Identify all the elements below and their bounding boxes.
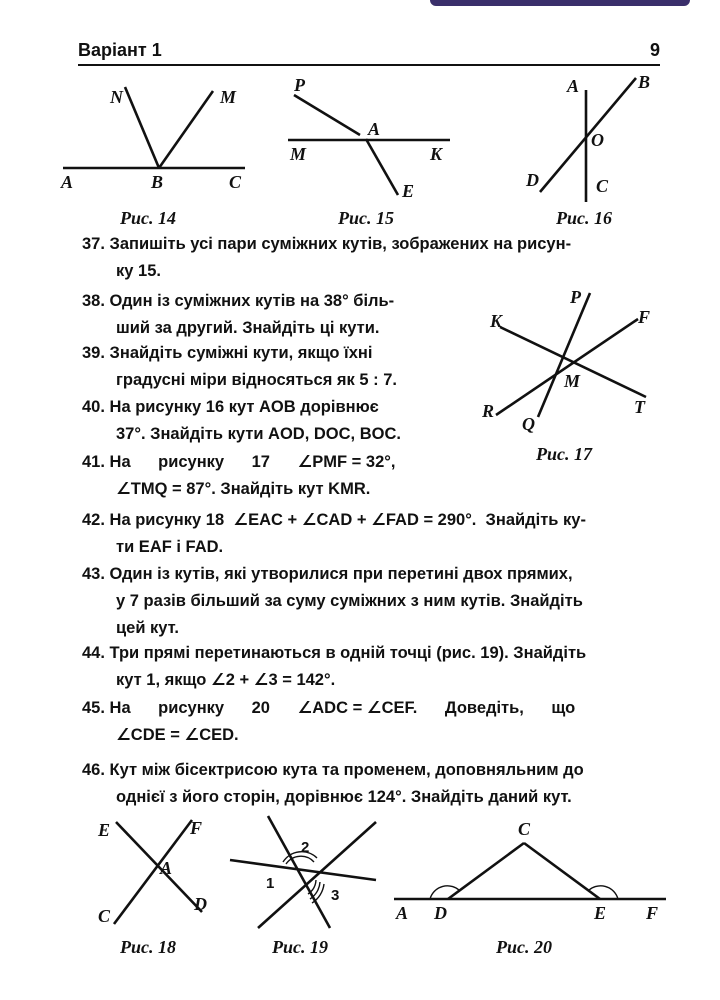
- problem-44-line-2: кут 1, якщо ∠2 + ∠3 = 142°.: [116, 671, 336, 689]
- problem-46-line-1: Кут між бісектрисою кута та променем, доповняльним до: [109, 761, 584, 779]
- fig17-label-Q: Q: [522, 414, 535, 434]
- fig20-label-E: E: [594, 903, 607, 923]
- problem-42-line-2: ти EAF і FAD.: [116, 538, 224, 556]
- problem-39-number: 39.: [82, 344, 105, 362]
- problem-37-line-1: Запишіть усі пари суміжних кутів, зображених на рисун-: [109, 235, 572, 253]
- figure-14-caption: Рис. 14: [120, 208, 176, 228]
- problem-38-line-2: ший за другий. Знайдіть ці кути.: [116, 319, 380, 337]
- problem-42: [82, 507, 672, 561]
- figure-14: [55, 75, 255, 195]
- fig14-label-A: A: [61, 172, 74, 192]
- fig16-label-A: A: [567, 76, 580, 96]
- fig17-label-M: M: [564, 371, 581, 391]
- problem-46-number: 46.: [82, 761, 105, 779]
- problem-41-line-1: На рисунку 17 ∠PMF = 32°,: [109, 453, 396, 471]
- problem-38: [82, 288, 482, 342]
- fig17-label-P: P: [570, 287, 581, 307]
- fig17-label-R: R: [482, 401, 495, 421]
- fig18-label-E: E: [98, 820, 111, 840]
- fig20-label-C: C: [518, 819, 531, 839]
- geometry-line: [114, 820, 192, 924]
- geometry-line: [294, 95, 360, 135]
- fig15-label-K: K: [430, 144, 443, 164]
- problem-41-number: 41.: [82, 453, 105, 471]
- problem-46-line-2: однієї з його сторін, дорівнює 124°. Знайдіть даний кут.: [116, 788, 572, 806]
- geometry-line: [258, 822, 376, 928]
- figure-18-caption: Рис. 18: [120, 937, 176, 957]
- problem-45-number: 45.: [82, 699, 105, 717]
- problem-40: [82, 394, 482, 448]
- figure-15: [282, 75, 457, 200]
- fig15-label-E: E: [402, 181, 415, 200]
- figure-17: [478, 285, 668, 435]
- fig18-label-D: D: [194, 894, 207, 914]
- figure-20-caption: Рис. 20: [496, 937, 552, 957]
- problem-46: [82, 757, 672, 811]
- problem-39-line-2: градусні міри відносяться як 5 : 7.: [116, 371, 397, 389]
- figure-17-caption: Рис. 17: [536, 444, 592, 464]
- fig14-label-M: M: [220, 87, 237, 107]
- problem-37-number: 37.: [82, 235, 105, 253]
- problem-42-number: 42.: [82, 511, 105, 529]
- problem-41-line-2: ∠TMQ = 87°. Знайдіть кут KMR.: [116, 480, 371, 498]
- problem-39: [82, 340, 482, 394]
- fig20-label-F: F: [646, 903, 659, 923]
- problem-38-line-1: Один із суміжних кутів на 38° біль-: [109, 292, 395, 310]
- variant-title: Варіант 1: [78, 40, 162, 60]
- fig15-label-A: A: [368, 119, 381, 139]
- problem-45: [82, 695, 672, 749]
- fig16-label-D: D: [526, 170, 539, 190]
- fig17-label-K: K: [490, 311, 503, 331]
- figure-20: [390, 815, 675, 925]
- fig17-label-F: F: [638, 307, 651, 327]
- problem-41: [82, 449, 482, 503]
- problem-40-number: 40.: [82, 398, 105, 416]
- fig18-label-A: A: [160, 858, 173, 878]
- fig15-label-P: P: [294, 75, 305, 95]
- problem-43-line-2: у 7 разів більший за суму суміжних з ним кутів. Знайдіть: [116, 592, 583, 610]
- geometry-line: [538, 293, 590, 417]
- problem-39-line-1: Знайдіть суміжні кути, якщо їхні: [109, 344, 373, 362]
- geometry-line: [159, 91, 213, 168]
- problem-42-line-1: На рисунку 18 ∠EAC + ∠CAD + ∠FAD = 290°. Знайдіть ку-: [109, 511, 586, 529]
- problem-43: [82, 561, 672, 642]
- page-header: [78, 38, 660, 66]
- figure-16: [520, 70, 670, 205]
- fig16-label-B: B: [638, 72, 651, 92]
- page-top-edge: [0, 0, 720, 10]
- problem-43-line-1: Один із кутів, які утворилися при перетині двох прямих,: [109, 565, 573, 583]
- figure-19-caption: Рис. 19: [272, 937, 328, 957]
- fig16-label-O: O: [591, 130, 604, 150]
- page-number: 9: [649, 40, 660, 60]
- geometry-line: [125, 87, 159, 168]
- problem-43-number: 43.: [82, 565, 105, 583]
- fig19-label-3: 3: [331, 887, 340, 904]
- problem-37: [82, 231, 672, 285]
- fig18-label-C: C: [98, 906, 111, 926]
- figure-18: [92, 812, 222, 932]
- fig20-label-A: A: [396, 903, 409, 923]
- fig15-label-M: M: [290, 144, 307, 164]
- fig14-label-B: B: [151, 172, 164, 192]
- geometry-line: [366, 139, 398, 195]
- figure-19: [228, 810, 383, 935]
- fig17-label-T: T: [634, 397, 645, 417]
- problem-43-line-3: цей кут.: [116, 619, 179, 637]
- figure-15-caption: Рис. 15: [338, 208, 394, 228]
- figure-16-caption: Рис. 16: [556, 208, 612, 228]
- problem-44-line-1: Три прямі перетинаються в одній точці (рис. 19). Знайдіть: [109, 644, 587, 662]
- fig19-label-2: 2: [301, 839, 310, 856]
- fig18-label-F: F: [190, 818, 203, 838]
- fig19-label-1: 1: [266, 875, 275, 892]
- fig16-label-C: C: [596, 176, 609, 196]
- problem-45-line-2: ∠CDE = ∠CED.: [116, 726, 239, 744]
- problem-38-number: 38.: [82, 292, 105, 310]
- fig14-label-N: N: [110, 87, 123, 107]
- fig20-label-D: D: [434, 903, 447, 923]
- fig14-label-C: C: [229, 172, 242, 192]
- problem-40-line-2: 37°. Знайдіть кути AOD, DOC, BOC.: [116, 425, 401, 443]
- problem-44-number: 44.: [82, 644, 105, 662]
- problem-45-line-1: На рисунку 20 ∠ADC = ∠CEF. Доведіть, що: [109, 699, 576, 717]
- geometry-line: [496, 319, 638, 415]
- geometry-line: [540, 78, 636, 192]
- problem-37-line-2: ку 15.: [116, 262, 161, 280]
- problem-44: [82, 640, 672, 694]
- problem-40-line-1: На рисунку 16 кут AOB дорівнює: [109, 398, 379, 416]
